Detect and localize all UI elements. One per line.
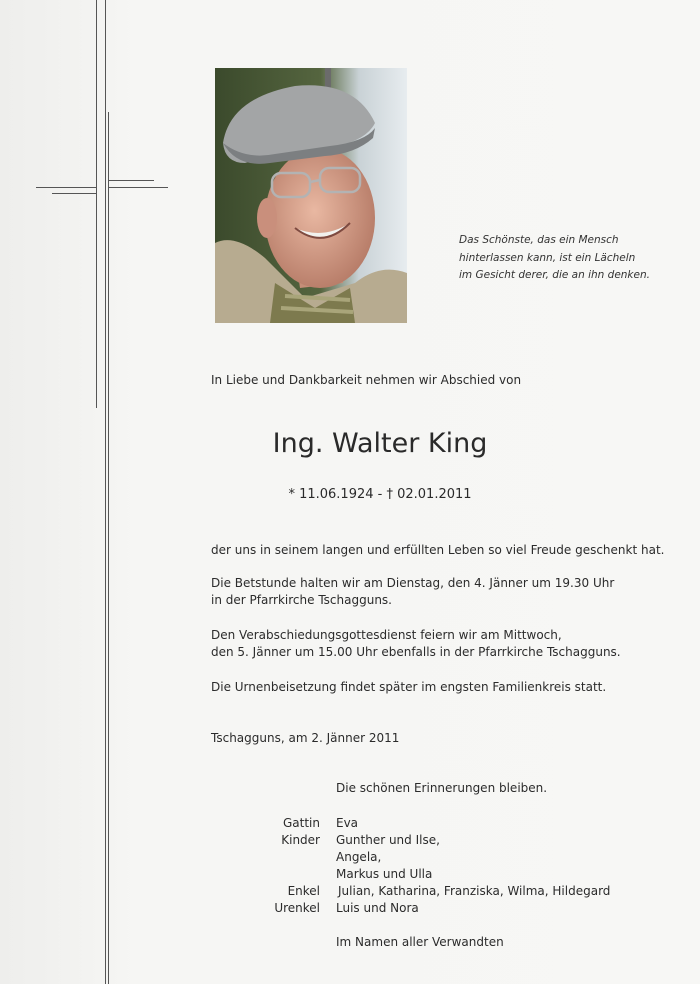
closing-line: Im Namen aller Verwandten [336,935,504,949]
family-role: Gattin [282,816,320,830]
quote [459,232,650,285]
deceased-name: Ing. Walter King [272,428,488,459]
body-paragraph: der uns in seinem langen und erfüllten Leben so viel Freude geschenkt hat. [211,543,665,557]
family-role: Kinder [281,833,320,847]
family-names: Angela, [336,850,382,864]
body-paragraph: in der Pfarrkirche Tschagguns. [211,593,392,607]
body-paragraph: Die Betstunde halten wir am Dienstag, den 4. Jänner um 19.30 Uhr [211,576,615,590]
family-role: Enkel [287,884,320,898]
family-names: Luis und Nora [336,901,419,915]
intro-text: In Liebe und Dankbarkeit nehmen wir Abschied von [211,373,522,387]
quote-line: hinterlassen kann, ist ein Lächeln [459,251,636,264]
family-names: Gunther und Ilse, [336,833,440,847]
memories-line: Die schönen Erinnerungen bleiben. [336,781,548,795]
body-paragraph: den 5. Jänner um 15.00 Uhr ebenfalls in der Pfarrkirche Tschagguns. [211,645,621,659]
family-role: Urenkel [274,901,320,915]
family-names: Markus und Ulla [336,867,433,881]
family-names: Eva [336,816,359,830]
family-names: Julian, Katharina, Franziska, Wilma, Hildegard [338,884,611,898]
place-date: Tschagguns, am 2. Jänner 2011 [211,731,400,745]
life-dates: * 11.06.1924 - † 02.01.2011 [288,487,472,502]
body-paragraph: Die Urnenbeisetzung findet später im engsten Familienkreis statt. [211,680,607,694]
portrait-photo [215,68,407,323]
quote-line: im Gesicht derer, die an ihn denken. [459,269,650,281]
quote-line: Das Schönste, das ein Mensch [459,234,619,246]
body-paragraph: Den Verabschiedungsgottesdienst feiern wir am Mittwoch, [211,628,562,642]
